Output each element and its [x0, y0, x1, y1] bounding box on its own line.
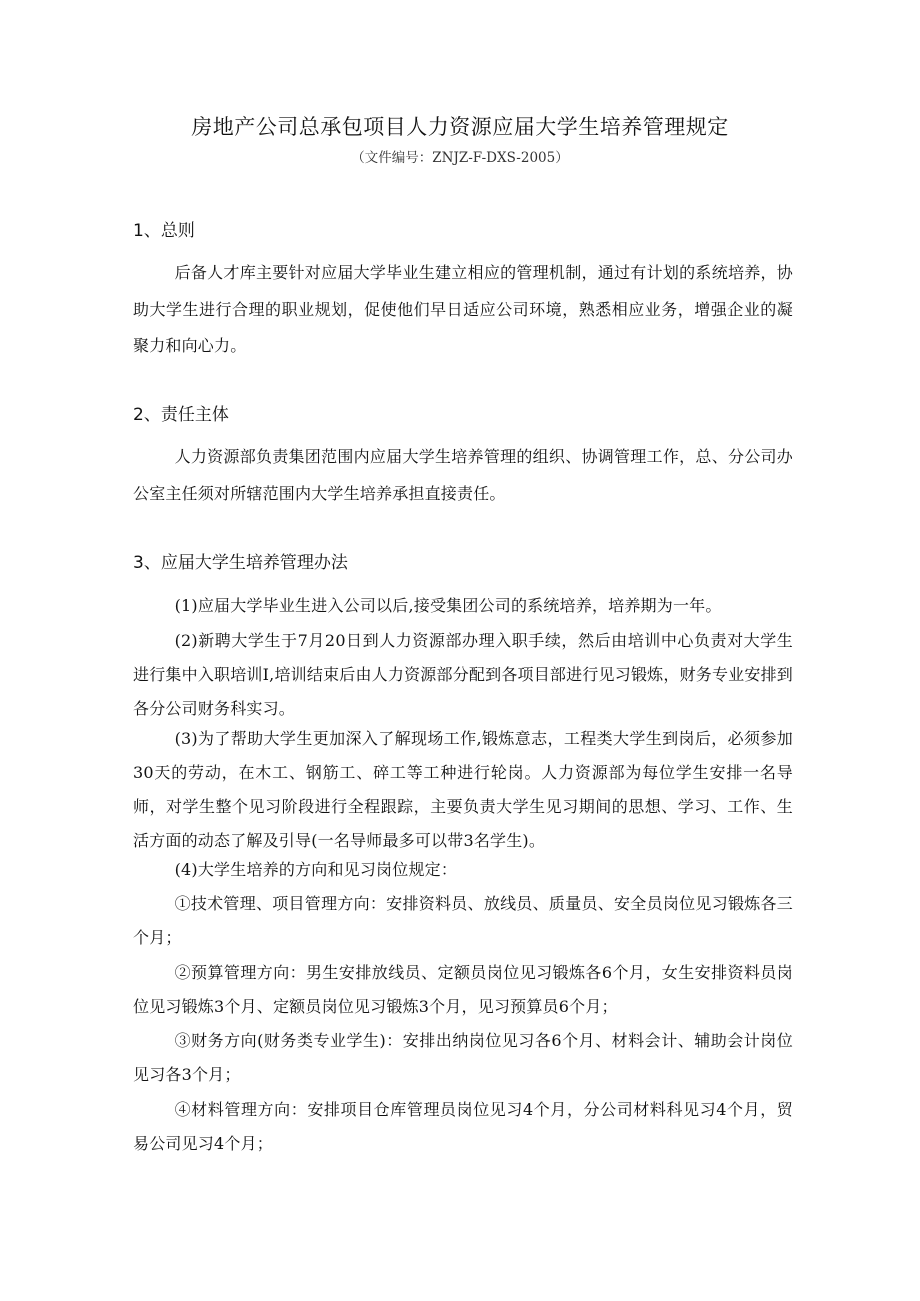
section-heading-responsibility: 2、责任主体 [133, 405, 229, 425]
list-item: (1)应届大学毕业生进入公司以后,接受集团公司的系统培养，培养期为一年。 [174, 596, 722, 615]
section-paragraph: 后备人才库主要针对应届大学毕业生建立相应的管理机制，通过有计划的系统培养，协助大学生进行合理的职业规划，促使他们早日适应公司环境，熟悉相应业务，增强企业的凝聚力和向心力。 [133, 263, 793, 355]
list-item: ②预算管理方向：男生安排放线员、定额员岗位见习锻炼各6个月，女生安排资料员岗位见习锻炼3个月、定额员岗位见习锻炼3个月，见习预算员6个月； [133, 963, 793, 1016]
list-item: ①技术管理、项目管理方向：安排资料员、放线员、质量员、安全员岗位见习锻炼各三个月； [133, 894, 793, 947]
list-item: ④材料管理方向：安排项目仓库管理员岗位见习4个月，分公司材料科见习4个月，贸易公司见习4个月； [133, 1100, 793, 1153]
list-item: (4)大学生培养的方向和见习岗位规定： [174, 860, 458, 879]
document-title: 房地产公司总承包项目人力资源应届大学生培养管理规定 [191, 115, 729, 139]
section-heading-general: 1、总则 [133, 221, 195, 241]
section-heading-management-methods: 3、应届大学生培养管理办法 [133, 553, 348, 573]
list-item: (2)新聘大学生于7月20日到人力资源部办理入职手续，然后由培训中心负责对大学生进行集中入职培训I,培训结束后由人力资源部分配到各项目部进行见习锻炼，财务专业安排到各分公司财务科实习。 [133, 631, 793, 718]
list-item: (3)为了帮助大学生更加深入了解现场工作,锻炼意志，工程类大学生到岗后，必须参加30天的劳动，在木工、钢筋工、碎工等工种进行轮岗。人力资源部为每位学生安排一名导师，对学生整个见习阶段进行全程跟踪，主要负责大学生见习期间的思想、学习、工作、生活方面的动态了解及引导(一名导师最多可以带3名学生)。 [133, 729, 793, 850]
document-number: （文件编号：ZNJZ-F-DXS-2005） [351, 150, 569, 166]
section-paragraph: 人力资源部负责集团范围内应届大学生培养管理的组织、协调管理工作，总、分公司办公室主任须对所辖范围内大学生培养承担直接责任。 [133, 447, 793, 503]
list-item: ③财务方向(财务类专业学生)：安排出纳岗位见习各6个月、材料会计、辅助会计岗位见习各3个月； [133, 1031, 793, 1084]
